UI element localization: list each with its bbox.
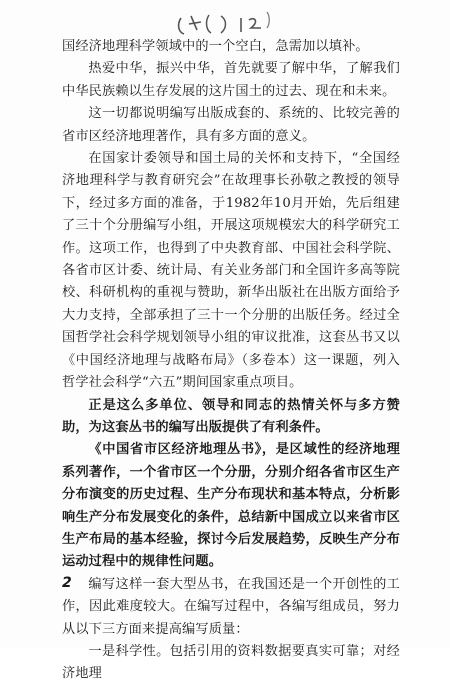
page-number: 2 [62,575,72,591]
handwritten-mark [175,6,295,40]
paragraph: 正是这么多单位、领导和同志的热情关怀与多方赞助，为这套丛书的编写出版提供了有利条件。 [62,397,400,435]
paragraph: 这一切都说明编写出版成套的、系统的、比较完善的省市区经济地理著作，具有多方面的意义。 [62,106,400,144]
paragraph: 一是科学性。包括引用的资料数据要真实可靠；对经济地理 [62,643,400,682]
paragraph: 《中国省市区经济地理丛书》，是区域性的经济地理系列著作，一个省市区一个分册，分别介绍各省市区生产分布演变的历史过程、生产分布现状和基本特点，分析影响生产分布发展变化的条件，总结新中国成立以来省市区生产布局的基本经验，探讨今后发展趋势，反映生产分布运动过程中的规律性问题。 [62,442,400,570]
paragraph-continuation: 国经济地理科学领域中的一个空白，急需加以填补。 [62,39,369,54]
paragraph: 在国家计委领导和国土局的关怀和支持下，“全国经济地理科学与教育研究会”在故理事长孙敬之教授的领导下，经过多方面的准备，于1982年10月开始，先后组建了三十个分册编写小组，开展这项规模宏大的科学研究工作。这项工作，也得到了中央教育部、中国社会科学院、各省市区计委、统计局、有关业务部门和全国许多高等院校、科研机构的重视与赞助，新华出版社在出版方面给予大力支持，全部承担了三十一个分册的出版任务。经过全国哲学社会科学规划领导小组的审议批准，这套丛书又以《中国经济地理与战略布局》（多卷本）这一课题，列入哲学社会科学“六五”期间国家重点项目。 [62,151,400,391]
paragraph: 热爱中华，振兴中华，首先就要了解中华，了解我们中华民族赖以生存发展的这片国土的过去、现在和未来。 [62,61,400,99]
body-text [62,36,400,686]
paragraph: 编写这样一套大型丛书，在我国还是一个开创性的工作，因此难度较大。在编写过程中，各编写组成员，努力从以下三方面来提高编写质量： [62,576,400,637]
